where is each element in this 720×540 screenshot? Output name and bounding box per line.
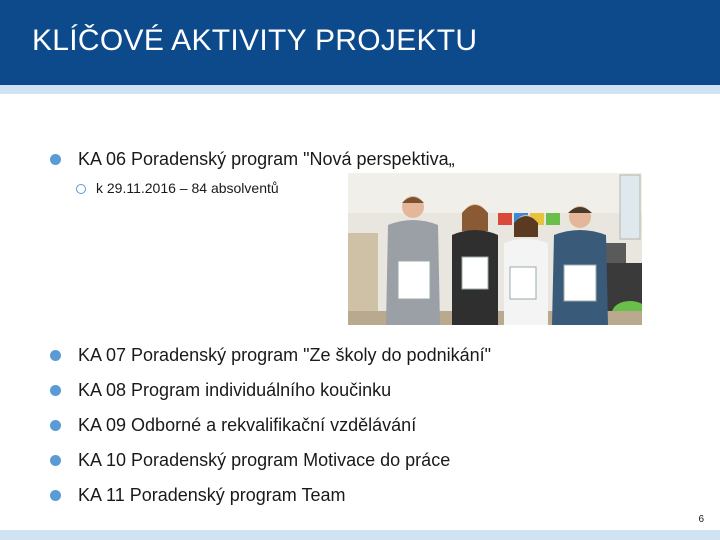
slide-title: KLÍČOVÉ AKTIVITY PROJEKTU bbox=[32, 24, 478, 57]
list-item: KA 09 Odborné a rekvalifikační vzdělávání bbox=[78, 415, 417, 435]
group-photo bbox=[348, 173, 642, 325]
list-item: KA 11 Poradenský program Team bbox=[78, 485, 346, 505]
bullet-icon bbox=[50, 420, 61, 431]
list-item: KA 06 Poradenský program "Nová perspektiva„ bbox=[78, 149, 455, 169]
bullet-icon bbox=[50, 490, 61, 501]
sub-list-item: k 29.11.2016 – 84 absolventů bbox=[96, 180, 279, 196]
sub-bullet-icon bbox=[76, 184, 86, 194]
bullet-icon bbox=[50, 350, 61, 361]
bullet-icon bbox=[50, 154, 61, 165]
page-number: 6 bbox=[698, 514, 704, 525]
list-item: KA 08 Program individuálního koučinku bbox=[78, 380, 392, 400]
list-item: KA 10 Poradenský program Motivace do práce bbox=[78, 450, 451, 470]
bottom-stripe bbox=[0, 530, 720, 540]
title-stripe bbox=[0, 85, 720, 94]
bullet-icon bbox=[50, 455, 61, 466]
bullet-icon bbox=[50, 385, 61, 396]
list-item: KA 07 Poradenský program "Ze školy do podnikání" bbox=[78, 345, 492, 365]
